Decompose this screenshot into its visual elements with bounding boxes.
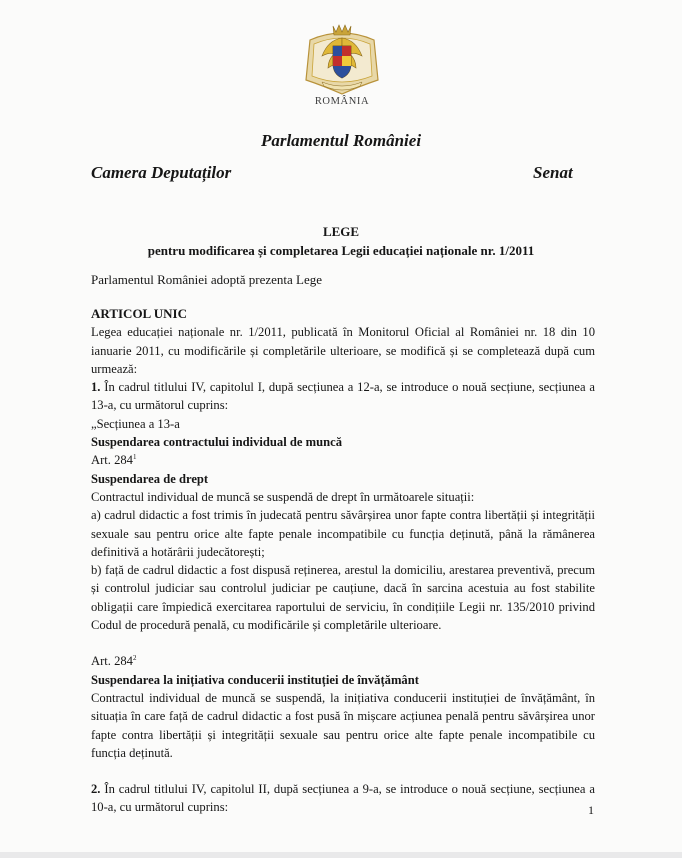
law-title: LEGE	[322, 224, 360, 239]
article-284-2-label-text: Art. 284	[91, 654, 133, 669]
crest-icon	[300, 22, 384, 96]
senate-heading: Senat	[533, 163, 573, 182]
article-284-1-label-text: Art. 284	[91, 453, 133, 468]
section-title: Suspendarea contractului individual de muncă	[91, 435, 342, 450]
point-1	[91, 378, 595, 415]
point-2	[91, 780, 595, 817]
article-284-1-superscript: 1	[132, 453, 137, 462]
article-body	[91, 305, 595, 817]
article-284-2-text: Contractul individual de muncă se suspendă, la inițiativa conducerii instituției de învățământ, în situația în care față de cadrul didactic a fost pusă în mișcare acțiunea penală pentru săvârșirea unor fapte contra libertății și integrității sexuale sau pentru orice alte fapte penale incompatibile cu funcția deținută.	[91, 690, 595, 760]
section-label: „Secțiunea a 13-a	[91, 416, 180, 431]
preamble: Parlamentul României adoptă prezenta Lege	[91, 272, 323, 287]
paragraph-gap	[91, 762, 595, 780]
article-284-1-intro: Contractul individual de muncă se suspendă de drept în următoarele situații:	[91, 489, 475, 504]
point-2-text: În cadrul titlului IV, capitolul II, după secțiunea a 9-a, se introduce o nouă secțiune, secțiunea a 10-a, cu următorul cuprins:	[91, 782, 595, 815]
article-284-1-item-a: a) cadrul didactic a fost trimis în judecată pentru săvârșirea unor fapte contra libertății și integrității sexuale sau pentru orice alte fapte penale incompatibile cu funcția deținută, până la rămânerea definitivă a hotărârii judecătorești;	[91, 508, 595, 559]
point-2-number: 2.	[91, 782, 101, 797]
article-284-2-label	[91, 652, 595, 670]
article-284-1-title: Suspendarea de drept	[91, 471, 209, 486]
paragraph-gap	[91, 634, 595, 652]
article-284-1-label	[91, 451, 595, 469]
page-number: 1	[588, 803, 594, 817]
parliament-heading: Parlamentul României	[260, 131, 422, 150]
crest-label: ROMÂNIA	[314, 96, 370, 107]
article-title: ARTICOL UNIC	[91, 306, 187, 321]
point-1-text: În cadrul titlului IV, capitolul I, după secțiunea a 12-a, se introduce o nouă secțiune, secțiunea a 13-a, cu următorul cuprins:	[91, 380, 595, 413]
article-284-2-title: Suspendarea la inițiativa conducerii instituției de învățământ	[91, 672, 419, 687]
point-1-number: 1.	[91, 380, 101, 395]
romania-coat-of-arms-logo	[300, 22, 384, 112]
chamber-of-deputies-heading: Camera Deputaților	[91, 163, 232, 182]
article-intro: Legea educației naționale nr. 1/2011, publicată în Monitorul Oficial al României nr. 18 din 10 ianuarie 2011, cu modificările și completările ulterioare, se modifică și se completează după cum urmează:	[91, 325, 595, 376]
law-subtitle: pentru modificarea și completarea Legii educației naționale nr. 1/2011	[147, 243, 535, 258]
article-284-2-superscript: 2	[132, 654, 137, 663]
article-284-1-item-b: b) față de cadrul didactic a fost dispusă reținerea, arestul la domiciliu, arestarea preventivă, precum și controlul judiciar sau controlul judiciar pe cauțiune, dacă în sarcina acestuia au fost stabilite obligații care împiedică exercitarea raportului de serviciu, în condițiile Legii nr. 135/2010 privind Codul de procedură penală, cu modificările și completările ulterioare.	[91, 563, 595, 633]
law-title-block	[0, 222, 682, 260]
